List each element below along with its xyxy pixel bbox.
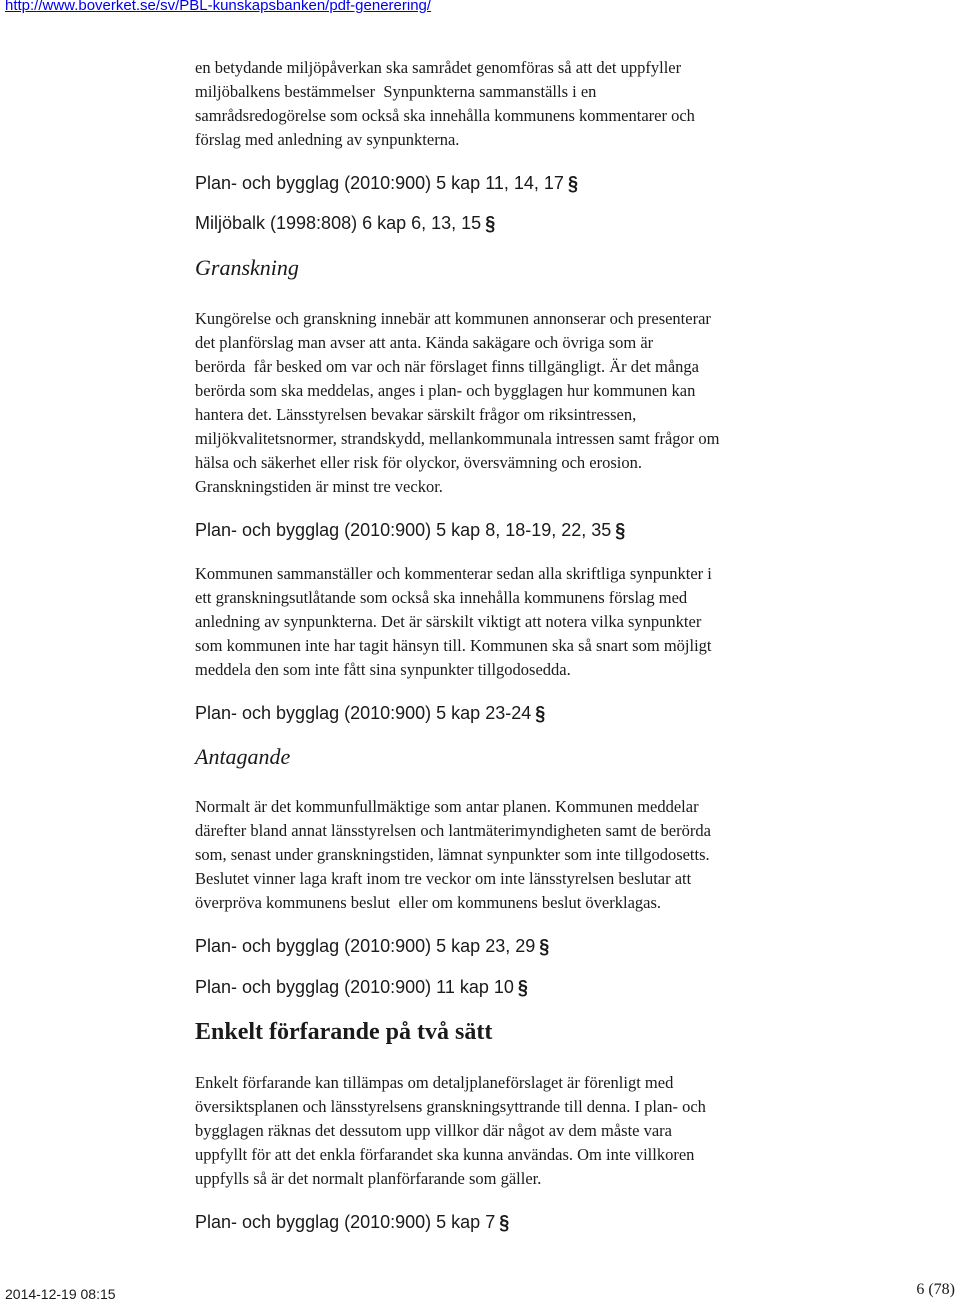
text-line: en betydande miljöpåverkan ska samrådet genomföras så att det uppfyller: [195, 58, 682, 77]
text-line: som kommunen inte har tagit hänsyn till. Kommunen ska så snart som möjligt: [195, 636, 712, 655]
text-line: uppfylls så är det normalt planförfarande som gäller.: [195, 1169, 542, 1188]
text-line: Kommunen sammanställer och kommenterar sedan alla skriftliga synpunkter i: [195, 564, 712, 583]
paragraph-enkelt-forfarande: [195, 1071, 775, 1191]
text-line: översiktsplanen och länsstyrelsens granskningsyttrande till denna. I plan- och: [195, 1097, 706, 1116]
law-reference-text: Plan- och bygglag (2010:900) 5 kap 23, 29: [195, 936, 536, 956]
heading-granskning: Granskning: [195, 255, 299, 280]
law-reference-text: Plan- och bygglag (2010:900) 5 kap 8, 18-19, 22, 35: [195, 520, 612, 540]
text-line: hälsa och säkerhet eller risk för olyckor, översvämning och erosion.: [195, 453, 642, 472]
text-line: Normalt är det kommunfullmäktige som antar planen. Kommunen meddelar: [195, 797, 699, 816]
section-link-icon[interactable]: §: [535, 701, 546, 725]
law-reference[interactable]: [195, 976, 528, 998]
law-reference[interactable]: [195, 702, 545, 724]
text-line: som, senast under granskningstiden, lämnat synpunkter som inte tillgodosetts.: [195, 845, 710, 864]
source-url-link[interactable]: http://www.boverket.se/sv/PBL-kunskapsbanken/pdf-generering/: [5, 0, 432, 14]
law-reference[interactable]: [195, 1211, 509, 1233]
law-reference[interactable]: [195, 212, 495, 234]
law-reference-text: Plan- och bygglag (2010:900) 5 kap 7: [195, 1212, 496, 1232]
law-reference-text: Plan- och bygglag (2010:900) 5 kap 23-24: [195, 703, 532, 723]
text-line: Granskningstiden är minst tre veckor.: [195, 477, 443, 496]
law-reference-text: Plan- och bygglag (2010:900) 5 kap 11, 14, 17: [195, 173, 564, 193]
text-line: miljökvalitetsnormer, strandskydd, mellankommunala intressen samt frågor om: [195, 429, 720, 448]
section-link-icon[interactable]: §: [539, 934, 550, 958]
section-link-icon[interactable]: §: [517, 975, 528, 999]
law-reference[interactable]: [195, 935, 549, 957]
section-link-icon[interactable]: §: [567, 171, 578, 195]
text-line: det planförslag man avser att anta. Kända sakägare och övriga som är: [195, 333, 654, 352]
text-line: ett granskningsutlåtande som också ska innehålla kommunens förslag med: [195, 588, 688, 607]
text-line: berörda får besked om var och när förslaget finns tillgängligt. Är det många: [195, 357, 699, 376]
text-line: hantera det. Länsstyrelsen bevakar särskilt frågor om riksintressen,: [195, 405, 637, 424]
section-link-icon[interactable]: §: [485, 211, 496, 235]
text-line: meddela den som inte fått sina synpunkter tillgodosedda.: [195, 660, 571, 679]
text-line: därefter bland annat länsstyrelsen och lantmäterimyndigheten samt de berörda: [195, 821, 711, 840]
text-line: miljöbalkens bestämmelser Synpunkterna sammanställs i en: [195, 82, 597, 101]
heading-enkelt-forfarande: Enkelt förfarande på två sätt: [195, 1019, 493, 1045]
print-timestamp: 2014-12-19 08:15: [5, 1286, 116, 1302]
law-reference-text: Miljöbalk (1998:808) 6 kap 6, 13, 15: [195, 213, 482, 233]
law-reference[interactable]: [195, 172, 578, 194]
heading-antagande: Antagande: [195, 744, 291, 769]
text-line: anledning av synpunkterna. Det är särskilt viktigt att notera vilka synpunkter: [195, 612, 702, 631]
paragraph-granskningsutlatande: [195, 562, 775, 682]
text-line: Beslutet vinner laga kraft inom tre veckor om inte länsstyrelsen beslutar att: [195, 869, 692, 888]
text-line: samrådsredogörelse som också ska innehålla kommunens kommentarer och: [195, 106, 695, 125]
paragraph-samrad: [195, 56, 775, 152]
text-line: berörda som ska meddelas, anges i plan- och bygglagen hur kommunen kan: [195, 381, 696, 400]
law-reference-text: Plan- och bygglag (2010:900) 11 kap 10: [195, 977, 514, 997]
text-line: förslag med anledning av synpunkterna.: [195, 130, 460, 149]
section-link-icon[interactable]: §: [615, 518, 626, 542]
text-line: överpröva kommunens beslut eller om kommunens beslut överklagas.: [195, 893, 662, 912]
text-line: uppfyllt för att det enkla förfarandet ska kunna användas. Om inte villkoren: [195, 1145, 695, 1164]
text-line: Enkelt förfarande kan tillämpas om detaljplaneförslaget är förenligt med: [195, 1073, 674, 1092]
paragraph-antagande: [195, 795, 775, 915]
page-number: 6 (78): [916, 1281, 955, 1298]
paragraph-granskning: [195, 307, 775, 499]
section-link-icon[interactable]: §: [499, 1210, 510, 1234]
text-line: bygglagen räknas det dessutom upp villkor där något av dem måste vara: [195, 1121, 672, 1140]
law-reference[interactable]: [195, 519, 625, 541]
text-line: Kungörelse och granskning innebär att kommunen annonserar och presenterar: [195, 309, 711, 328]
